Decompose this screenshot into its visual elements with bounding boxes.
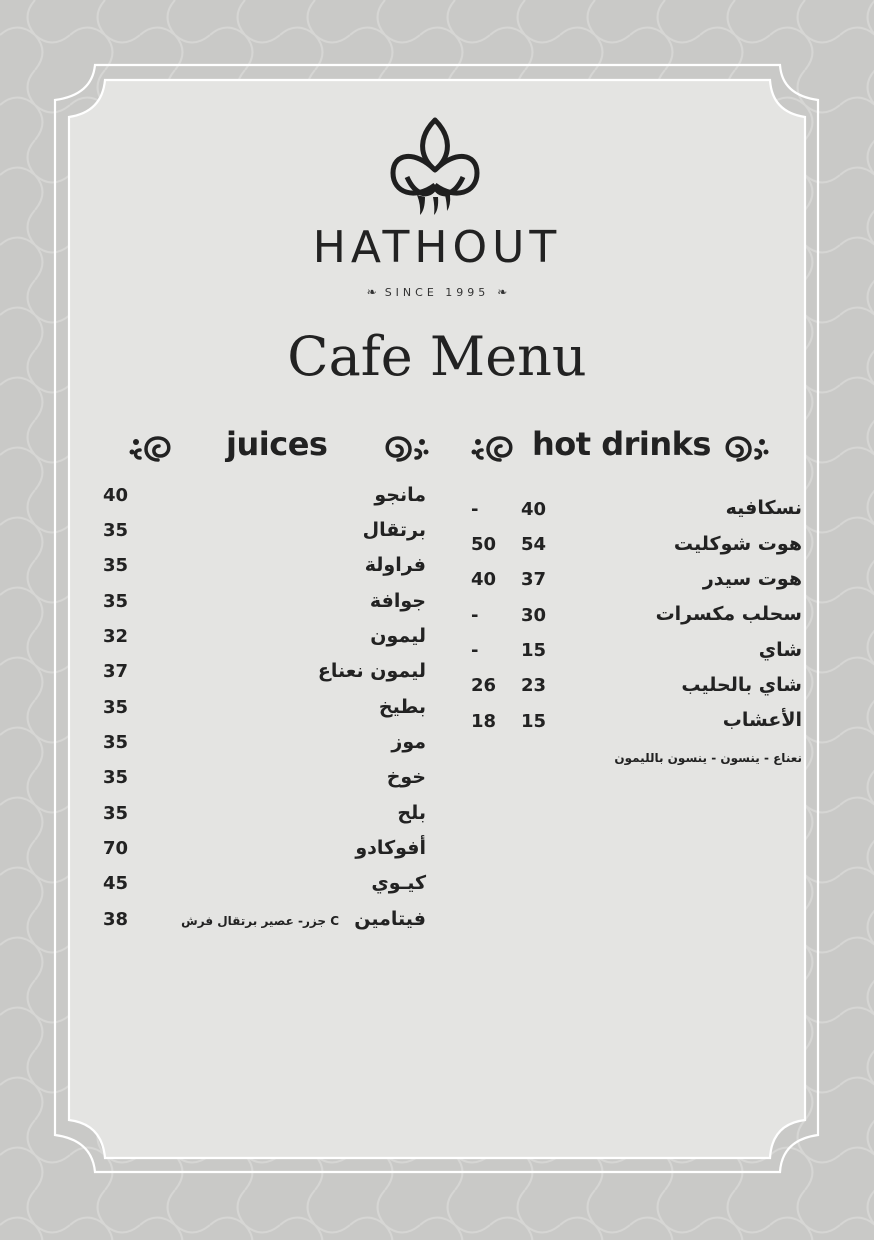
since-line	[0, 285, 874, 299]
item-name: مانجو	[374, 484, 426, 506]
item-price: 35	[103, 520, 129, 541]
item-price: 35	[103, 732, 129, 753]
item-price: 35	[103, 803, 129, 824]
menu-title: Cafe Menu	[287, 325, 587, 388]
item-name: ليمون نعناع	[317, 660, 426, 682]
item-price-alt: -	[471, 640, 479, 661]
item-name: نسكافيه	[725, 497, 802, 519]
item-price: 30	[521, 605, 547, 626]
item-price: 40	[103, 485, 129, 506]
item-price: 37	[521, 569, 547, 590]
item-name: موز	[391, 731, 426, 753]
item-price-alt: 26	[471, 675, 497, 696]
item-name: شاي بالحليب	[681, 674, 802, 696]
swirl-right-icon	[372, 430, 430, 466]
item-price: 32	[103, 626, 129, 647]
item-price: 23	[521, 675, 547, 696]
swirl-right-icon	[712, 430, 770, 466]
item-name: سحلب مكسرات	[655, 603, 802, 625]
item-name: فراولة	[364, 554, 426, 576]
item-name: بطيخ	[378, 696, 426, 718]
hot-drinks-heading: hot drinks	[532, 425, 711, 463]
item-name: جوافة	[369, 590, 426, 612]
brand-name: HATHOUT	[312, 222, 562, 273]
lotus-logo-icon	[385, 115, 485, 220]
item-price: 35	[103, 591, 129, 612]
item-price: 38	[103, 909, 129, 930]
item-name: فيتامين	[354, 908, 426, 930]
item-name: هوت شوكليت	[673, 533, 802, 555]
item-price-alt: -	[471, 605, 479, 626]
item-name: خوخ	[386, 766, 426, 788]
swirl-ornament-icon: ❧	[497, 285, 508, 299]
item-name: برتقال	[362, 519, 426, 541]
item-price-alt: 40	[471, 569, 497, 590]
item-price: 15	[521, 640, 547, 661]
swirl-ornament-icon: ❧	[366, 285, 377, 299]
item-note: C جزر- عصير برتقال فرش	[181, 914, 339, 928]
item-name: شاي	[758, 639, 802, 661]
item-price: 35	[103, 697, 129, 718]
herbs-note: نعناع - ينسون - ينسون بالليمون	[614, 751, 802, 765]
swirl-left-icon	[128, 430, 186, 466]
item-name: بلح	[397, 802, 426, 824]
item-name: هوت سيدر	[702, 568, 802, 590]
item-price-alt: 18	[471, 711, 497, 732]
item-price: 37	[103, 661, 129, 682]
item-price: 35	[103, 767, 129, 788]
item-name: أفوكادو	[355, 837, 426, 859]
since-text: SINCE 1995	[384, 286, 490, 299]
item-name: الأعشاب	[722, 709, 802, 731]
juices-heading: juices	[226, 425, 328, 463]
item-price: 45	[103, 873, 129, 894]
item-price: 40	[521, 499, 547, 520]
swirl-left-icon	[470, 430, 528, 466]
item-price: 54	[521, 534, 547, 555]
item-price-alt: -	[471, 499, 479, 520]
item-name: كيـوي	[371, 872, 426, 894]
item-price: 70	[103, 838, 129, 859]
item-price: 35	[103, 555, 129, 576]
item-price-alt: 50	[471, 534, 497, 555]
item-price: 15	[521, 711, 547, 732]
item-name: ليمون	[370, 625, 426, 647]
